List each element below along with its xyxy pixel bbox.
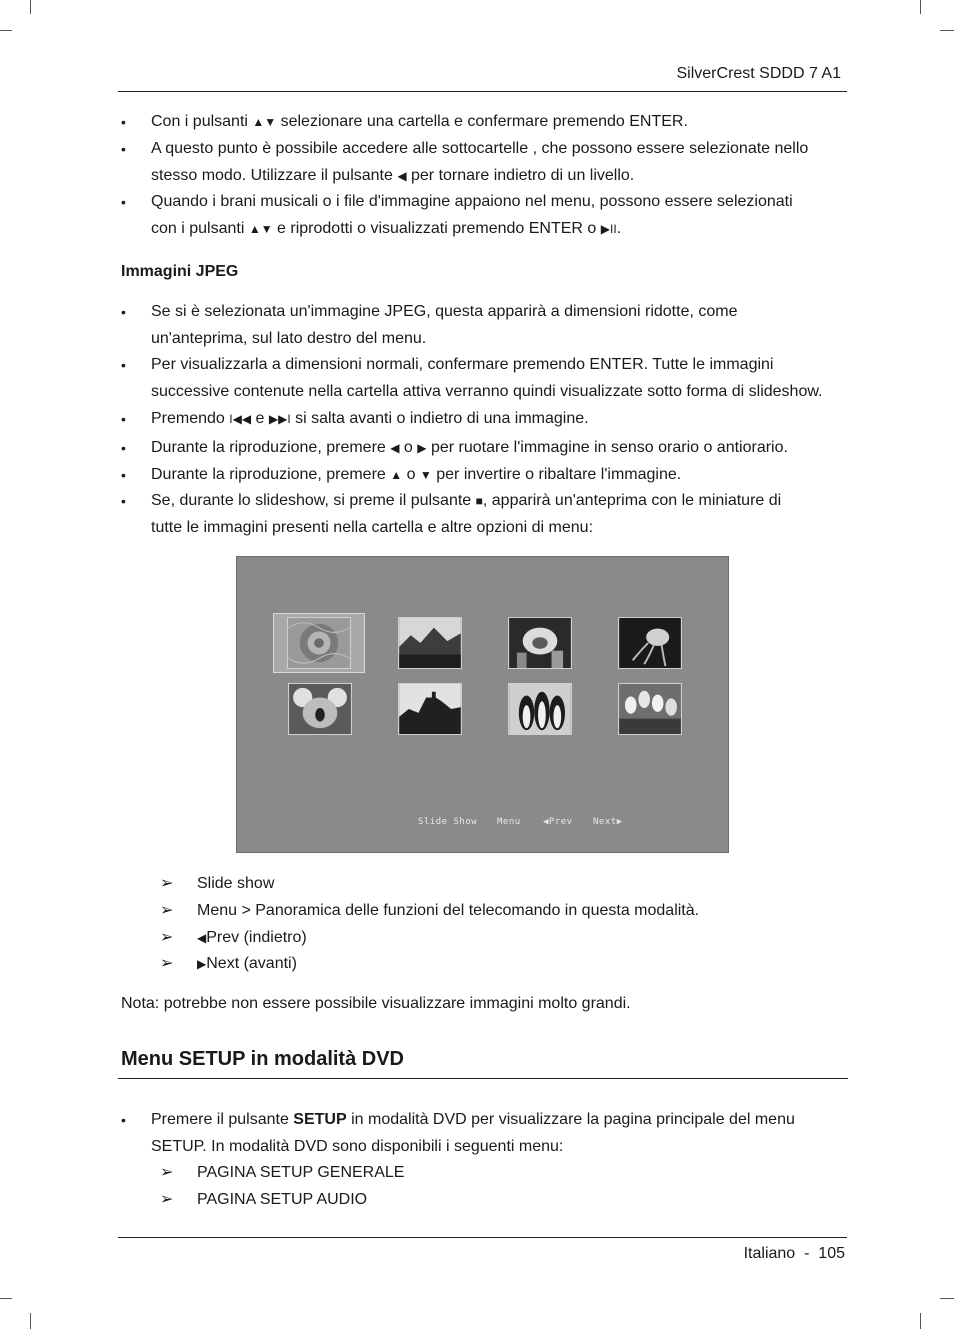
bullet-marker: • xyxy=(121,493,126,509)
thumbnail-preview-screen xyxy=(236,556,729,853)
jpeg-bullet-4: Durante la riproduzione, premere ◀ o ▶ per ruotare l'immagine in senso orario o antiorario. xyxy=(151,439,788,456)
crop-mark xyxy=(0,30,12,31)
intro-bullet-1: Con i pulsanti ▲▼ selezionare una cartella e confermare premendo ENTER. xyxy=(151,113,688,130)
jpeg-bullet-1-line-2: un'anteprima, sul lato destro del menu. xyxy=(151,330,427,347)
next-track-icon: ▶▶I xyxy=(268,412,291,426)
crop-mark xyxy=(940,1298,954,1299)
up-arrow-icon: ▲ xyxy=(390,468,403,482)
setup-bullet-line-2: SETUP. In modalità DVD sono disponibili i seguenti menu: xyxy=(151,1138,564,1155)
jpeg-bullet-6-line-2: tutte le immagini presenti nella cartella e altre opzioni di menu: xyxy=(151,519,594,536)
footer-language: Italiano xyxy=(743,1245,796,1262)
option-prev: ◀Prev (indietro) xyxy=(197,929,307,946)
arrow-bullet-icon: ➢ xyxy=(160,929,174,946)
arrow-bullet-icon: ➢ xyxy=(160,955,174,972)
setup-sub-general: PAGINA SETUP GENERALE xyxy=(197,1164,405,1181)
bullet-marker: • xyxy=(121,357,126,373)
jpeg-bullet-2-line-1: Per visualizzarla a dimensioni normali, confermare premendo ENTER. Tutte le immagini xyxy=(151,356,774,373)
intro-bullet-2-line-1: A questo punto è possibile accedere alle sottocartelle , che possono essere selezionate nello xyxy=(151,140,809,157)
arrow-bullet-icon: ➢ xyxy=(160,1164,174,1181)
footer-rule xyxy=(118,1237,847,1238)
up-down-icon: ▲▼ xyxy=(248,222,273,236)
bullet-marker: • xyxy=(121,467,126,483)
up-down-icon: ▲▼ xyxy=(252,115,277,129)
setup-bullet-line-1: Premere il pulsante SETUP in modalità DVD per visualizzare la pagina principale del menu xyxy=(151,1111,795,1128)
right-arrow-icon: ▶ xyxy=(197,957,207,971)
thumbnail-flower[interactable] xyxy=(508,617,572,669)
setup-heading-rule xyxy=(118,1078,848,1079)
left-arrow-icon: ◀ xyxy=(390,441,400,455)
bullet-marker: • xyxy=(121,304,126,320)
jpeg-bullet-2-line-2: successive contenute nella cartella attiva verranno quindi visualizzate sotto forma di slideshow. xyxy=(151,383,823,400)
jpeg-bullet-6-line-1: Se, durante lo slideshow, si preme il pulsante ■, apparirà un'anteprima con le miniature di xyxy=(151,492,782,509)
bullet-marker: • xyxy=(121,440,126,456)
play-pause-icon: ▶II xyxy=(600,222,617,236)
slideshow-button[interactable]: Slide Show xyxy=(418,817,478,827)
thumbnail-pattern[interactable] xyxy=(287,617,351,669)
arrow-bullet-icon: ➢ xyxy=(160,902,174,919)
bullet-marker: • xyxy=(121,1112,126,1128)
thumbnail-castle[interactable] xyxy=(398,683,462,735)
footer: Italiano - 105 xyxy=(743,1245,845,1262)
intro-bullet-2-line-2: stesso modo. Utilizzare il pulsante ◀ per tornare indietro di un livello. xyxy=(151,167,635,184)
thumbnail-jellyfish[interactable] xyxy=(618,617,682,669)
option-slideshow: Slide show xyxy=(197,875,275,892)
jpeg-heading: Immagini JPEG xyxy=(121,263,239,280)
page-number: 105 xyxy=(818,1245,845,1262)
prev-button[interactable]: ◀Prev xyxy=(543,817,573,827)
crop-mark xyxy=(920,0,921,14)
thumbnail-penguins[interactable] xyxy=(508,683,572,735)
crop-mark xyxy=(940,30,954,31)
crop-mark xyxy=(30,0,31,14)
menu-button[interactable]: Menu xyxy=(497,817,521,827)
crop-mark xyxy=(920,1313,921,1329)
bullet-marker: • xyxy=(121,114,126,130)
jpeg-bullet-5: Durante la riproduzione, premere ▲ o ▼ per invertire o ribaltare l'immagine. xyxy=(151,466,682,483)
option-menu: Menu > Panoramica delle funzioni del telecomando in questa modalità. xyxy=(197,902,700,919)
setup-sub-audio: PAGINA SETUP AUDIO xyxy=(197,1191,368,1208)
crop-mark xyxy=(30,1313,31,1329)
crop-mark xyxy=(0,1298,12,1299)
bullet-marker: • xyxy=(121,141,126,157)
setup-heading: Menu SETUP in modalità DVD xyxy=(121,1048,404,1070)
intro-bullet-3-line-1: Quando i brani musicali o i file d'immagine appaiono nel menu, possono essere selezionati xyxy=(151,193,793,210)
arrow-bullet-icon: ➢ xyxy=(160,875,174,892)
next-button[interactable]: Next▶ xyxy=(593,817,623,827)
previous-track-icon: I◀◀ xyxy=(229,412,252,426)
note: Nota: potrebbe non essere possibile visualizzare immagini molto grandi. xyxy=(121,995,631,1012)
header-rule xyxy=(118,91,847,92)
intro-bullet-3-line-2: con i pulsanti ▲▼ e riprodotti o visualizzati premendo ENTER o ▶II. xyxy=(151,220,622,237)
thumbnail-tulips[interactable] xyxy=(618,683,682,735)
left-arrow-icon: ◀ xyxy=(397,169,407,183)
option-next: ▶Next (avanti) xyxy=(197,955,297,972)
jpeg-bullet-3: Premendo I◀◀ e ▶▶I si salta avanti o indietro di una immagine. xyxy=(151,410,589,427)
bullet-marker: • xyxy=(121,194,126,210)
thumbnail-landscape[interactable] xyxy=(398,617,462,669)
down-arrow-icon: ▼ xyxy=(419,468,432,482)
left-arrow-icon: ◀ xyxy=(197,931,207,945)
thumbnail-koala[interactable] xyxy=(288,683,352,735)
stop-icon: ■ xyxy=(475,494,483,508)
bullet-marker: • xyxy=(121,411,126,427)
jpeg-bullet-1-line-1: Se si è selezionata un'immagine JPEG, questa apparirà a dimensioni ridotte, come xyxy=(151,303,738,320)
arrow-bullet-icon: ➢ xyxy=(160,1191,174,1208)
header-title: SilverCrest SDDD 7 A1 xyxy=(676,65,841,82)
right-arrow-icon: ▶ xyxy=(417,441,427,455)
